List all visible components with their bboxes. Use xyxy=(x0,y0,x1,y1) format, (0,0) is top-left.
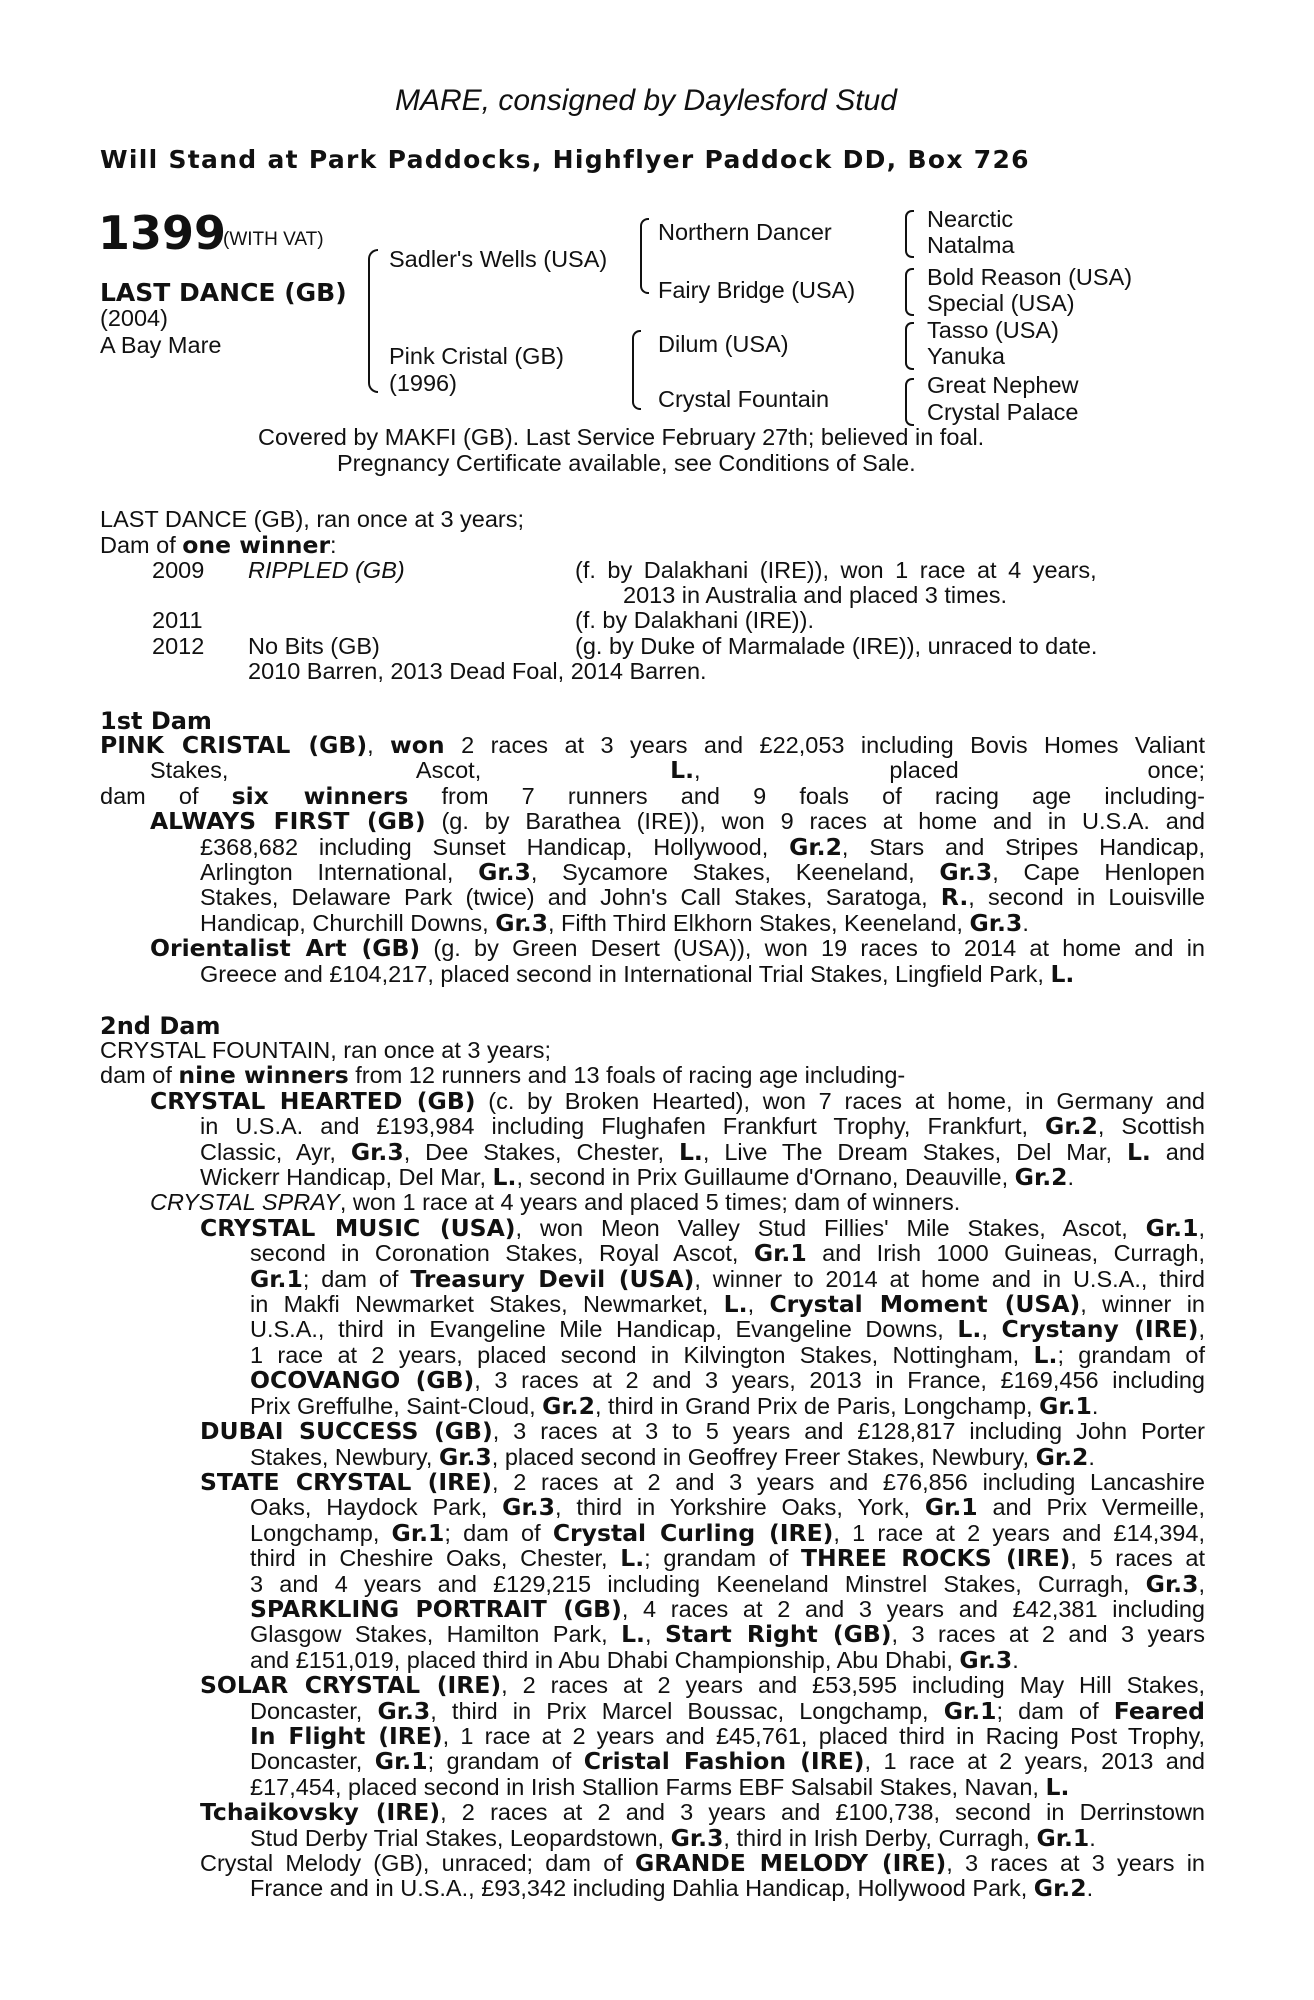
produce-info: (f. by Dalakhani (IRE)), won 1 race at 4 years, xyxy=(575,557,1097,583)
text-run: . xyxy=(1091,1392,1099,1419)
sire-line-brace xyxy=(640,218,649,294)
foaling-year: (2004) xyxy=(100,305,168,331)
text-run: second in Coronation Stakes, Royal Ascot, xyxy=(250,1240,754,1267)
text-run: third in Cheshire Oaks, Chester, xyxy=(250,1545,621,1572)
bold-text: SOLAR CRYSTAL (IRE) xyxy=(200,1671,502,1700)
bold-text: nine winners xyxy=(178,1061,349,1090)
text-line xyxy=(100,1569,1205,1598)
text-run: . xyxy=(1022,909,1029,936)
text-run: Oaks, Haydock Park, xyxy=(250,1494,503,1521)
text-run: , Live The Dream Stakes, Del Mar, xyxy=(702,1138,1127,1165)
first-dam-text xyxy=(100,733,1205,987)
text-line xyxy=(100,1696,1205,1725)
produce-notes: 2010 Barren, 2013 Dead Foal, 2014 Barren. xyxy=(248,658,707,684)
text-line xyxy=(100,733,1205,758)
bold-text: SPARKLING PORTRAIT (GB) xyxy=(250,1594,622,1623)
text-run: ; dam of xyxy=(302,1265,411,1292)
bold-text: won xyxy=(390,731,445,759)
text-line xyxy=(100,1876,1205,1901)
text-line xyxy=(100,1673,1205,1698)
bold-text: CRYSTAL HEARTED (GB) xyxy=(150,1086,476,1115)
text-run: and £151,019, placed third in Abu Dhabi Championship, Abu Dhabi, xyxy=(250,1646,960,1673)
text-run: , won 1 race at 4 years and placed 5 times; dam of winners. xyxy=(339,1189,961,1216)
bold-text: In Flight (IRE) xyxy=(250,1721,443,1750)
text-run: CRYSTAL FOUNTAIN, ran once at 3 years; xyxy=(100,1037,551,1063)
text-line xyxy=(100,1292,1205,1317)
text-run: , Fifth Third Elkhorn Stakes, Keeneland, xyxy=(548,909,970,936)
text-run: . xyxy=(1086,1875,1094,1902)
second-dam-heading: 2nd Dam xyxy=(100,1012,221,1040)
bold-text: Gr.2 xyxy=(1033,1874,1087,1903)
great-grandparent: Nearctic xyxy=(927,206,1014,232)
bold-text: Gr.1 xyxy=(1145,1213,1199,1242)
text-line xyxy=(100,1823,1205,1852)
text-run: £17,454, placed second in Irish Stallion Farms EBF Salsabil Stakes, Navan, xyxy=(250,1773,1046,1800)
ggs-brace-3 xyxy=(905,322,914,370)
produce-year: 2011 xyxy=(152,607,203,633)
text-run: , placed once; xyxy=(694,757,1206,784)
bold-text: CRYSTAL MUSIC (USA) xyxy=(200,1213,516,1242)
text-run: , second in Prix Guillaume d'Ornano, Deauville, xyxy=(516,1164,1015,1191)
dam-of-line xyxy=(100,531,337,559)
text-run: £368,682 including Sunset Handicap, Hollywood, xyxy=(200,833,790,860)
text-run: , third in Yorkshire Oaks, York, xyxy=(554,1494,925,1521)
great-grandparent: Great Nephew xyxy=(927,372,1079,398)
great-grandparent: Bold Reason (USA) xyxy=(927,264,1133,290)
bold-text: L. xyxy=(1050,959,1075,988)
text-line xyxy=(100,1518,1205,1547)
text-line xyxy=(100,860,1205,885)
bold-text: Tchaikovsky (IRE) xyxy=(200,1798,441,1827)
bold-text: Feared xyxy=(1113,1696,1205,1725)
bold-text: Gr.3 xyxy=(377,1696,431,1725)
granddam: Crystal Fountain xyxy=(658,386,830,412)
bold-text: Gr.3 xyxy=(670,1823,724,1852)
bold-text: Gr.2 xyxy=(542,1391,595,1420)
bold-text: Gr.1 xyxy=(250,1264,303,1293)
text-run: Crystal Melody (GB), unraced; dam of xyxy=(200,1850,636,1876)
bold-text: Orientalist Art (GB) xyxy=(150,934,421,963)
bold-text: L. xyxy=(1033,1340,1058,1369)
text-run: , 2 races at 2 and 3 years and £76,856 including Lancashire xyxy=(492,1468,1205,1495)
bold-text: Cristal Fashion (IRE) xyxy=(583,1747,865,1776)
race-record: LAST DANCE (GB), ran once at 3 years; xyxy=(100,506,525,532)
text-line xyxy=(100,1063,1205,1088)
text-run: , 1 race at 2 years, 2013 and xyxy=(864,1748,1205,1775)
first-dam-heading: 1st Dam xyxy=(100,707,212,735)
bold-text: Gr.2 xyxy=(789,832,842,861)
great-grandparent: Special (USA) xyxy=(927,290,1075,316)
text-run: (g. by Barathea (IRE)), won 9 races at home and in U.S.A. and xyxy=(425,808,1205,835)
bold-text: L. xyxy=(621,1620,645,1649)
horse-name: LAST DANCE (GB) xyxy=(100,278,347,307)
granddam-sire-side: Fairy Bridge (USA) xyxy=(658,277,856,303)
bold-text: L. xyxy=(678,1137,703,1166)
text-line xyxy=(100,885,1205,910)
text-run: . xyxy=(1067,1164,1075,1191)
text-line xyxy=(100,1190,1205,1215)
text-run: from 12 runners and 13 foals of racing age including- xyxy=(348,1062,906,1089)
bold-text: L. xyxy=(670,756,695,785)
text-run: Glasgow Stakes, Hamilton Park, xyxy=(250,1621,622,1648)
text-run: in U.S.A. and £193,984 including Flughafen Frankfurt Trophy, Frankfurt, xyxy=(200,1113,1046,1140)
bold-text: Gr.2 xyxy=(1035,1442,1089,1471)
text-run: Greece and £104,217, placed second in International Trial Stakes, Lingfield Park, xyxy=(200,960,1051,987)
bold-text: THREE ROCKS (IRE) xyxy=(801,1544,1071,1573)
text-run: , 1 race at 2 years and £45,761, placed third in Racing Post Trophy, xyxy=(442,1722,1205,1749)
text-run: , Cape Henlopen xyxy=(992,859,1205,886)
grandsire: Northern Dancer xyxy=(658,219,832,245)
text-run: , won Meon Valley Stud Fillies' Mile Stakes, Ascot, xyxy=(515,1214,1146,1241)
text-line xyxy=(100,1622,1205,1647)
text-run: , xyxy=(1198,1214,1205,1241)
text-run: . xyxy=(1012,1646,1019,1673)
bold-text: GRANDE MELODY (IRE) xyxy=(635,1849,947,1877)
produce-info-cont: 2013 in Australia and placed 3 times. xyxy=(623,582,1008,608)
bold-text: Gr.1 xyxy=(1039,1391,1092,1420)
text-run: and xyxy=(1150,1138,1205,1165)
text-run: . xyxy=(1089,1824,1096,1851)
produce-info: (g. by Duke of Marmalade (IRE)), unraced to date. xyxy=(575,633,1098,659)
text-line xyxy=(100,1546,1205,1571)
grandsire-dam-side: Dilum (USA) xyxy=(658,331,789,357)
text-run: dam of xyxy=(100,1062,179,1089)
great-grandparent: Crystal Palace xyxy=(927,399,1079,425)
bold-text: Gr.1 xyxy=(943,1696,997,1725)
produce-year: 2009 xyxy=(152,557,205,583)
bold-text: L. xyxy=(492,1163,517,1192)
bold-text: Crystany (IRE) xyxy=(1001,1315,1199,1344)
text-line xyxy=(100,1772,1205,1801)
text-run: , third in Irish Derby, Curragh, xyxy=(723,1824,1037,1851)
lot-number: 1399 xyxy=(98,206,227,260)
dam-year: (1996) xyxy=(389,370,457,396)
bold-text: Gr.1 xyxy=(924,1493,978,1522)
text-run: , 3 races at 2 and 3 years xyxy=(891,1621,1205,1648)
text-run: , third in Grand Prix de Paris, Longchamp, xyxy=(594,1392,1040,1419)
bold-text: L. xyxy=(1045,1772,1070,1801)
text-line xyxy=(100,1594,1205,1623)
ggs-brace-1 xyxy=(905,210,914,258)
text-run: dam of xyxy=(100,782,232,809)
dam-line-brace xyxy=(632,330,641,410)
text-run: Stakes, Newbury, xyxy=(250,1443,439,1470)
great-grandparent: Natalma xyxy=(927,232,1015,258)
text-run: , third in Prix Marcel Boussac, Longchamp, xyxy=(430,1697,944,1724)
sire: Sadler's Wells (USA) xyxy=(389,246,608,272)
text-run: , 5 races at xyxy=(1070,1545,1206,1572)
text-run: Longchamp, xyxy=(250,1519,392,1546)
text-run: Arlington International, xyxy=(200,859,479,886)
text-run: , Scottish xyxy=(1097,1113,1205,1140)
second-dam-text xyxy=(100,1038,1205,1902)
text-line xyxy=(100,1264,1205,1293)
produce-info: (f. by Dalakhani (IRE)). xyxy=(575,607,814,633)
text-run: , 3 races at 2 and 3 years, 2013 in France, £169,456 including xyxy=(474,1367,1205,1394)
text-line xyxy=(100,1241,1205,1266)
text-run: , xyxy=(747,1291,770,1318)
sire-dam-brace xyxy=(368,249,378,393)
text-line xyxy=(100,936,1205,961)
text-run: Wickerr Handicap, Del Mar, xyxy=(200,1164,493,1191)
covering-note: Covered by MAKFI (GB). Last Service February 27th; believed in foal. xyxy=(258,424,985,450)
text-run: ; dam of xyxy=(444,1519,553,1546)
dam: Pink Cristal (GB) xyxy=(389,343,564,369)
text-line xyxy=(100,832,1205,861)
pregnancy-note: Pregnancy Certificate available, see Conditions of Sale. xyxy=(337,450,916,476)
text-line xyxy=(100,758,1205,783)
text-line xyxy=(100,1800,1205,1825)
bold-text: Crystal Curling (IRE) xyxy=(552,1518,834,1547)
text-line xyxy=(100,1467,1205,1496)
text-run: Classic, Ayr, xyxy=(200,1138,351,1165)
text-run: , 2 races at 2 and 3 years and £100,738, second in Derrinstown xyxy=(440,1799,1205,1826)
vat-note: (WITH VAT) xyxy=(223,229,324,250)
text-run: , xyxy=(1198,1570,1205,1597)
bold-text: PINK CRISTAL (GB) xyxy=(100,731,368,759)
text-line xyxy=(100,908,1205,937)
text-run: ; grandam of xyxy=(427,1748,584,1775)
bold-text: Crystal Moment (USA) xyxy=(769,1290,1081,1319)
text-run: 3 and 4 years and £129,215 including Keeneland Minstrel Stakes, Curragh, xyxy=(250,1570,1146,1597)
bold-text: Gr.1 xyxy=(391,1518,445,1547)
bold-text: OCOVANGO (GB) xyxy=(250,1366,475,1395)
winners-count: one winner xyxy=(182,531,331,559)
text-run: from 7 runners and 9 foals of racing age including- xyxy=(408,782,1205,809)
produce-name: No Bits (GB) xyxy=(248,633,380,659)
text-line xyxy=(100,1749,1205,1774)
text-run: , Stars and Stripes Handicap, xyxy=(841,833,1205,860)
text-run: , winner in xyxy=(1080,1291,1206,1318)
bold-text: Gr.1 xyxy=(753,1239,807,1268)
bold-text: DUBAI SUCCESS (GB) xyxy=(200,1417,493,1446)
produce-name: RIPPLED (GB) xyxy=(248,557,405,583)
bold-text: Gr.3 xyxy=(959,1645,1013,1674)
horse-description: A Bay Mare xyxy=(100,332,222,358)
text-line xyxy=(100,1213,1205,1242)
text-line xyxy=(100,1038,1205,1063)
text-run: ; dam of xyxy=(996,1697,1114,1724)
bold-text: L. xyxy=(620,1544,645,1573)
text-run: Prix Greffulhe, Saint-Cloud, xyxy=(250,1392,543,1419)
text-run: , 3 races at 3 years in xyxy=(946,1850,1206,1876)
text-run: , placed second in Geoffrey Freer Stakes, Newbury, xyxy=(491,1443,1036,1470)
text-run: ; grandam of xyxy=(1057,1341,1206,1368)
text-run: , second in Louisville xyxy=(968,884,1205,911)
bold-text: Gr.3 xyxy=(939,858,993,887)
text-line xyxy=(100,1086,1206,1115)
bold-text: Gr.2 xyxy=(1014,1163,1068,1192)
text-line xyxy=(100,1495,1205,1520)
bold-text: STATE CRYSTAL (IRE) xyxy=(200,1467,493,1496)
text-line xyxy=(100,1340,1206,1369)
text-line xyxy=(100,1721,1205,1750)
bold-text: L. xyxy=(957,1315,982,1344)
dam-of-suffix: : xyxy=(330,532,337,558)
text-line xyxy=(100,1137,1205,1166)
text-run: U.S.A., third in Evangeline Mile Handicap, Evangeline Downs, xyxy=(250,1316,958,1343)
text-run: and Irish 1000 Guineas, Curragh, xyxy=(806,1240,1206,1267)
text-run: in Makfi Newmarket Stakes, Newmarket, xyxy=(250,1291,724,1318)
italic-text: CRYSTAL SPRAY xyxy=(150,1189,340,1216)
text-run: Handicap, Churchill Downs, xyxy=(200,909,496,936)
text-run: France and in U.S.A., £93,342 including Dahlia Handicap, Hollywood Park, xyxy=(250,1875,1034,1902)
great-grandparent: Tasso (USA) xyxy=(927,317,1059,343)
bold-text: Gr.1 xyxy=(1036,1823,1090,1852)
text-run: , xyxy=(644,1621,665,1648)
produce-year: 2012 xyxy=(152,633,205,659)
bold-text: Gr.1 xyxy=(374,1747,428,1776)
text-run: , 2 races at 2 years and £53,595 including May Hill Stakes, xyxy=(501,1672,1205,1699)
bold-text: Gr.3 xyxy=(350,1137,404,1166)
text-line xyxy=(100,1442,1205,1471)
text-run: (g. by Green Desert (USA)), won 19 races to 2014 at home and in xyxy=(420,935,1205,962)
bold-text: Treasury Devil (USA) xyxy=(410,1264,695,1293)
bold-text: Gr.3 xyxy=(969,908,1023,937)
bold-text: Start Right (GB) xyxy=(664,1620,892,1649)
text-run: , Sycamore Stakes, Keeneland, xyxy=(530,859,940,886)
text-line xyxy=(100,1317,1205,1342)
text-run: , xyxy=(981,1316,1002,1343)
bold-text: Gr.3 xyxy=(495,908,548,937)
text-line xyxy=(100,1114,1205,1139)
text-run: Doncaster, xyxy=(250,1697,378,1724)
text-run: Stakes, Delaware Park (twice) and John's Call Stakes, Saratoga, xyxy=(200,884,941,911)
text-line xyxy=(100,1645,1205,1674)
text-run: , 4 races at 2 and 3 years and £42,381 including xyxy=(621,1595,1205,1622)
text-run: , 3 races at 3 to 5 years and £128,817 including John Porter xyxy=(492,1418,1205,1445)
bold-text: Gr.3 xyxy=(478,858,531,887)
ggs-brace-2 xyxy=(905,268,914,316)
text-run: Stakes, Ascot, xyxy=(150,757,671,784)
bold-text: six winners xyxy=(231,781,409,810)
text-run: Stud Derby Trial Stakes, Leopardstown, xyxy=(250,1824,671,1851)
stand-location: Will Stand at Park Paddocks, Highflyer Paddock DD, Box 726 xyxy=(100,145,1030,174)
ggs-brace-4 xyxy=(905,378,914,426)
text-run: , xyxy=(1198,1316,1205,1343)
bold-text: ALWAYS FIRST (GB) xyxy=(150,807,426,836)
text-line xyxy=(100,1368,1205,1393)
bold-text: Gr.3 xyxy=(1145,1569,1199,1598)
text-run: , Dee Stakes, Chester, xyxy=(403,1138,679,1165)
text-line xyxy=(100,1419,1205,1444)
text-line xyxy=(100,1391,1205,1420)
text-line xyxy=(100,809,1205,834)
text-run: , 1 race at 2 years and £14,394, xyxy=(833,1519,1205,1546)
text-line xyxy=(100,781,1205,810)
text-line xyxy=(100,1851,1205,1876)
text-run: , winner to 2014 at home and in U.S.A., third xyxy=(694,1265,1205,1292)
text-line xyxy=(100,1165,1205,1190)
bold-text: Gr.2 xyxy=(1045,1112,1098,1141)
great-grandparent: Yanuka xyxy=(927,343,1005,369)
text-run: Doncaster, xyxy=(250,1748,375,1775)
dam-of-prefix: Dam of xyxy=(100,532,183,558)
text-run: ; grandam of xyxy=(644,1545,802,1572)
bold-text: R. xyxy=(940,883,969,912)
bold-text: Gr.3 xyxy=(438,1442,492,1471)
bold-text: L. xyxy=(1126,1137,1151,1166)
text-line xyxy=(100,959,1205,988)
bold-text: Gr.3 xyxy=(502,1493,555,1522)
text-run: and Prix Vermeille, xyxy=(977,1494,1205,1521)
text-run: . xyxy=(1088,1443,1095,1470)
text-run: 1 race at 2 years, placed second in Kilvington Stakes, Nottingham, xyxy=(250,1341,1034,1368)
text-run: (c. by Broken Hearted), won 7 races at home, in Germany and xyxy=(475,1087,1206,1114)
consignor-line: MARE, consigned by Daylesford Stud xyxy=(395,84,897,117)
text-run: , xyxy=(367,732,391,758)
text-run: 2 races at 3 years and £22,053 including Bovis Homes Valiant xyxy=(444,732,1205,758)
bold-text: L. xyxy=(723,1290,748,1319)
